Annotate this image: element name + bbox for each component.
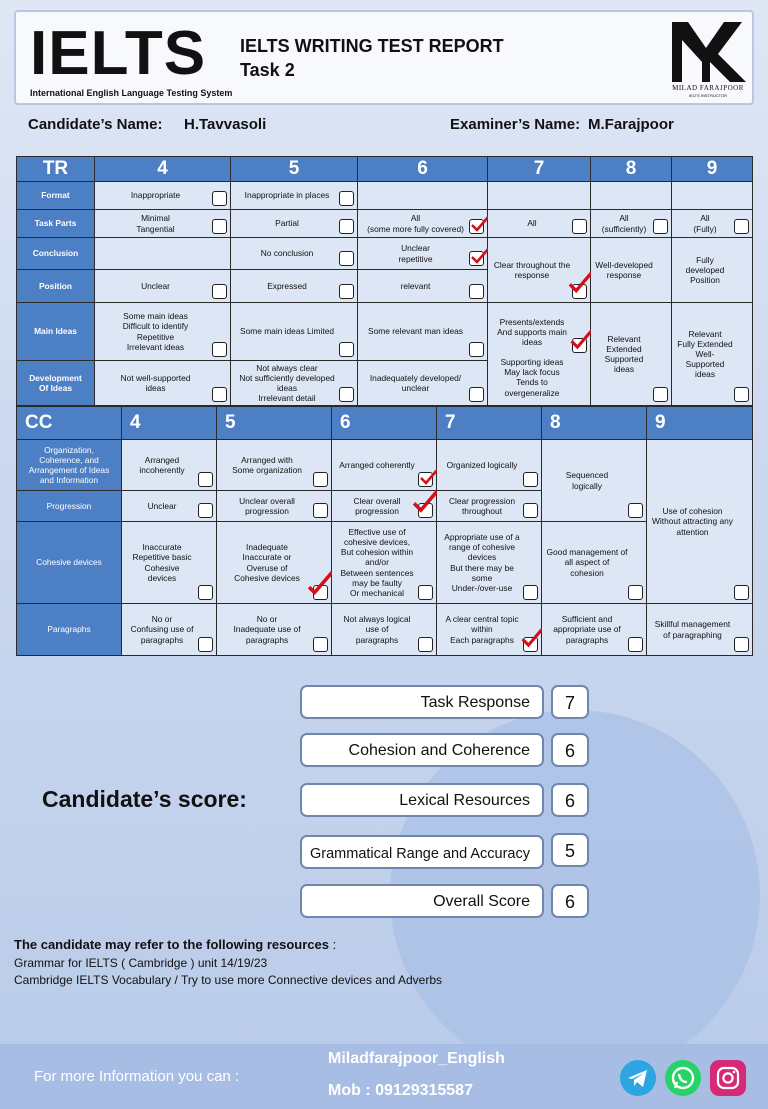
candidate-name: H.Tavvasoli: [184, 116, 267, 133]
cc-cell: [122, 604, 217, 656]
cc-cell: [647, 604, 753, 656]
tr-cell: [231, 303, 358, 361]
checkbox[interactable]: [418, 637, 433, 652]
cc-cell: [437, 522, 542, 604]
checkbox[interactable]: [212, 387, 227, 402]
cc-cell: [437, 440, 542, 491]
checkbox[interactable]: [523, 503, 538, 518]
resources-colon: :: [332, 937, 337, 952]
cell-text: A clear central topic within Each paragraphs: [445, 614, 519, 645]
checkbox[interactable]: [653, 219, 668, 234]
cell-text: Clear overall progression: [353, 495, 401, 516]
tr-cell: [358, 210, 488, 238]
cell-text: Inaccurate Repetitive basic Cohesive devices: [132, 542, 192, 583]
cc-cell: [332, 604, 437, 656]
logo-name: MILAD FARAJPOOR: [672, 84, 744, 92]
tr-cell: [591, 238, 672, 303]
tr-row-label: Conclusion: [17, 238, 95, 270]
cohesion-coherence-score: 6: [551, 733, 589, 767]
checkbox[interactable]: [628, 503, 643, 518]
tr-cell: [672, 238, 753, 303]
cell-text: Not always logical use of paragraphs: [343, 614, 411, 645]
tr-band: 6: [358, 157, 488, 182]
checkbox[interactable]: [313, 637, 328, 652]
cc-band: 9: [647, 407, 753, 440]
grammatical-range-score: 5: [551, 833, 589, 867]
cc-cell: [332, 440, 437, 491]
cc-cell: [542, 522, 647, 604]
checkbox[interactable]: [313, 503, 328, 518]
cell-text: Clear progression throughout: [448, 495, 516, 516]
tr-cell-empty: [591, 182, 672, 210]
tr-cell: [231, 270, 358, 303]
checkbox[interactable]: [572, 284, 587, 299]
checkbox[interactable]: [469, 219, 484, 234]
cell-text: No or Confusing use of paragraphs: [130, 614, 194, 645]
task-response-label: Task Response: [300, 685, 544, 719]
checkbox[interactable]: [418, 503, 433, 518]
cell-text: Good management of all aspect of cohesion: [546, 547, 628, 578]
cc-header: CC: [17, 407, 122, 440]
cell-text: Not well-supported ideas: [120, 373, 191, 394]
cc-cell: [332, 522, 437, 604]
whatsapp-icon[interactable]: [665, 1060, 701, 1096]
tr-cell: [95, 270, 231, 303]
cell-text: No conclusion: [260, 248, 314, 259]
checkbox[interactable]: [469, 387, 484, 402]
overall-score-label: Overall Score: [300, 884, 544, 918]
cell-text: Presents/extends And supports main ideas Supporting ideas May lack focus Tends to overgeneralize: [497, 317, 567, 398]
tr-cell: [358, 303, 488, 361]
tr-row-label: Task Parts: [17, 210, 95, 238]
cell-text: Some main ideas Difficult to identify Repetitive Irrelevant ideas: [122, 311, 189, 352]
cc-row-label: Cohesive devices: [17, 522, 122, 604]
checkbox[interactable]: [734, 387, 749, 402]
footer: [0, 1044, 768, 1109]
tr-row-label: Position: [17, 270, 95, 303]
tr-cell: [95, 210, 231, 238]
cc-cell: [217, 440, 332, 491]
tr-cell: [95, 361, 231, 406]
cc-cell: [332, 491, 437, 522]
checkbox[interactable]: [734, 585, 749, 600]
tr-band: 5: [231, 157, 358, 182]
tr-band: 7: [488, 157, 591, 182]
checkbox[interactable]: [339, 219, 354, 234]
cell-text: Well-developed response: [595, 259, 653, 280]
tr-band: 4: [95, 157, 231, 182]
tr-cell: [231, 210, 358, 238]
logo-subtitle: IELTS INSTRUCTOR: [688, 93, 728, 98]
tr-cell: [358, 361, 488, 406]
cell-text: Effective use of cohesive devices, But cohesion within and/or Between sentences may be faulty Or mechanical: [340, 527, 414, 598]
tr-cell: [95, 182, 231, 210]
cell-text: Appropriate use of a range of cohesive devices But there may be some Under-/over-use: [444, 532, 520, 593]
ielts-brand-subtitle: International English Language Testing System: [30, 88, 233, 98]
report-task: Task 2: [240, 60, 295, 80]
tr-cell: [358, 238, 488, 270]
cc-cell: [542, 440, 647, 522]
cell-text: Inadequately developed/ unclear: [369, 373, 462, 394]
candidate-score-title: Candidate’s score:: [42, 786, 247, 812]
cell-text: Fully developed Position: [685, 254, 725, 286]
checkbox[interactable]: [572, 219, 587, 234]
checkbox[interactable]: [313, 585, 328, 600]
resource-line: Grammar for IELTS ( Cambridge ) unit 14/19/23: [14, 956, 268, 970]
tr-cell: [95, 303, 231, 361]
examiner-name-label: Examiner’s Name:: [450, 116, 581, 133]
cell-text: Relevant Extended Supported ideas: [604, 334, 644, 375]
cell-text: No or Inadequate use of paragraphs: [233, 614, 301, 645]
candidate-name-label: Candidate’s Name:: [28, 116, 163, 133]
cell-text: Unclear repetitive: [398, 243, 433, 264]
resource-line: Cambridge IELTS Vocabulary / Try to use more Connective devices and Adverbs: [14, 973, 442, 987]
tr-band: 8: [591, 157, 672, 182]
cell-text: Some relevant man ideas: [368, 326, 463, 337]
cell-text: Unclear overall progression: [239, 495, 295, 516]
instagram-icon[interactable]: [710, 1060, 746, 1096]
cell-text: Not always clear Not sufficiently developed ideas Irrelevant detail: [239, 363, 335, 404]
grammatical-range-label: Grammatical Range and Accuracy: [300, 835, 544, 869]
cc-band: 4: [122, 407, 217, 440]
checkbox[interactable]: [418, 585, 433, 600]
telegram-icon[interactable]: [620, 1060, 656, 1096]
checkbox[interactable]: [628, 637, 643, 652]
checkbox[interactable]: [469, 284, 484, 299]
tr-cell: [488, 238, 591, 303]
cc-cell: [542, 604, 647, 656]
cc-cell: [217, 522, 332, 604]
tr-cell: [231, 238, 358, 270]
report-header: [14, 10, 754, 105]
tr-cell: [672, 303, 753, 406]
cell-text: Some main ideas Limited: [239, 326, 335, 337]
cc-row-label: Paragraphs: [17, 604, 122, 656]
cell-text: Use of cohesion Without attracting any attention: [652, 506, 733, 537]
checkbox[interactable]: [572, 338, 587, 353]
cc-cell: [217, 491, 332, 522]
cell-text: Unclear: [141, 280, 170, 291]
cell-text: Clear throughout the response: [493, 259, 571, 280]
checkbox[interactable]: [212, 191, 227, 206]
examiner-name: M.Farajpoor: [588, 116, 674, 133]
tr-row-label: Format: [17, 182, 95, 210]
lexical-resources-score: 6: [551, 783, 589, 817]
tr-cell-empty: [95, 238, 231, 270]
cell-text: All (sufficiently): [601, 213, 647, 234]
cell-text: Inappropriate in places: [244, 190, 330, 201]
tr-cell: [591, 303, 672, 406]
checkbox[interactable]: [339, 387, 354, 402]
tr-cell: [591, 210, 672, 238]
resources-title-text: The candidate may refer to the following resources: [14, 937, 329, 952]
cell-text: Inappropriate: [130, 190, 181, 201]
cell-text: Relevant Fully Extended Well- Supported ideas: [677, 328, 733, 380]
cc-cell: [217, 604, 332, 656]
checkbox[interactable]: [198, 503, 213, 518]
cell-text: All: [527, 218, 537, 229]
cell-text: Skillful management of paragraphing: [654, 619, 731, 640]
cohesion-coherence-label: Cohesion and Coherence: [300, 733, 544, 767]
cell-text: Inadequate Inaccurate or Overuse of Cohesive devices: [234, 542, 300, 583]
checkbox[interactable]: [198, 472, 213, 487]
tr-cell: [358, 270, 488, 303]
checkbox[interactable]: [418, 472, 433, 487]
tr-cell: [488, 303, 591, 406]
tr-band: 9: [672, 157, 753, 182]
cc-row-label: Organization, Coherence, and Arrangement of Ideas and Information: [17, 440, 122, 491]
checkbox[interactable]: [339, 284, 354, 299]
lexical-resources-label: Lexical Resources: [300, 783, 544, 817]
cell-text: Organized logically: [446, 459, 518, 470]
checkbox[interactable]: [469, 342, 484, 357]
tr-cell: [231, 182, 358, 210]
cell-text: All (Fully): [693, 213, 717, 234]
footer-mobile[interactable]: Mob : 09129315587: [328, 1082, 473, 1099]
cell-text: Arranged coherently: [339, 459, 415, 470]
report-title: IELTS WRITING TEST REPORT: [240, 36, 504, 56]
tr-cell: [672, 210, 753, 238]
checkbox[interactable]: [313, 472, 328, 487]
tr-cell: [488, 210, 591, 238]
cell-text: Expressed: [267, 280, 307, 291]
cc-cell: [437, 491, 542, 522]
checkbox[interactable]: [734, 637, 749, 652]
cell-text: Arranged with Some organization: [232, 454, 302, 475]
checkbox[interactable]: [628, 585, 643, 600]
checkbox[interactable]: [469, 251, 484, 266]
checkbox[interactable]: [198, 585, 213, 600]
checkbox[interactable]: [523, 472, 538, 487]
cc-cell: [647, 440, 753, 604]
checkbox[interactable]: [339, 191, 354, 206]
cell-text: Arranged incoherently: [139, 454, 185, 475]
checkbox[interactable]: [523, 585, 538, 600]
cell-text: Partial: [275, 218, 299, 229]
task-response-score: 7: [551, 685, 589, 719]
cc-cell: [122, 522, 217, 604]
tr-cell: [231, 361, 358, 406]
cell-text: All (some more fully covered): [367, 213, 464, 234]
cc-cell: [437, 604, 542, 656]
checkbox[interactable]: [523, 637, 538, 652]
checkbox[interactable]: [198, 637, 213, 652]
checkbox[interactable]: [212, 342, 227, 357]
checkbox[interactable]: [212, 284, 227, 299]
ielts-brand: IELTS: [30, 19, 207, 88]
tr-row-label: Development Of Ideas: [17, 361, 95, 406]
cell-text: Sequenced logically: [565, 470, 609, 491]
cc-band: 8: [542, 407, 647, 440]
footer-handle[interactable]: Miladfarajpoor_English: [328, 1050, 505, 1067]
cc-band: 7: [437, 407, 542, 440]
cc-cell: [122, 491, 217, 522]
cell-text: Sufficient and appropriate use of paragraphs: [553, 614, 621, 645]
checkbox[interactable]: [212, 219, 227, 234]
tr-row-label: Main Ideas: [17, 303, 95, 361]
tr-cell-empty: [672, 182, 753, 210]
task-response-table: [16, 156, 753, 406]
tr-header: TR: [17, 157, 95, 182]
cc-cell: [122, 440, 217, 491]
cc-row-label: Progression: [17, 491, 122, 522]
cc-band: 6: [332, 407, 437, 440]
checkbox[interactable]: [653, 387, 668, 402]
cell-text: relevant: [400, 280, 431, 291]
cc-band: 5: [217, 407, 332, 440]
overall-score: 6: [551, 884, 589, 918]
footer-info: For more Information you can :: [34, 1068, 240, 1085]
checkbox[interactable]: [734, 219, 749, 234]
cell-text: Unclear: [147, 500, 177, 511]
coherence-cohesion-table: [16, 406, 753, 656]
tr-cell-empty: [488, 182, 591, 210]
resources-title: [14, 937, 336, 952]
checkbox[interactable]: [339, 251, 354, 266]
tr-cell-empty: [358, 182, 488, 210]
cell-text: Minimal Tangential: [136, 213, 175, 234]
checkbox[interactable]: [339, 342, 354, 357]
